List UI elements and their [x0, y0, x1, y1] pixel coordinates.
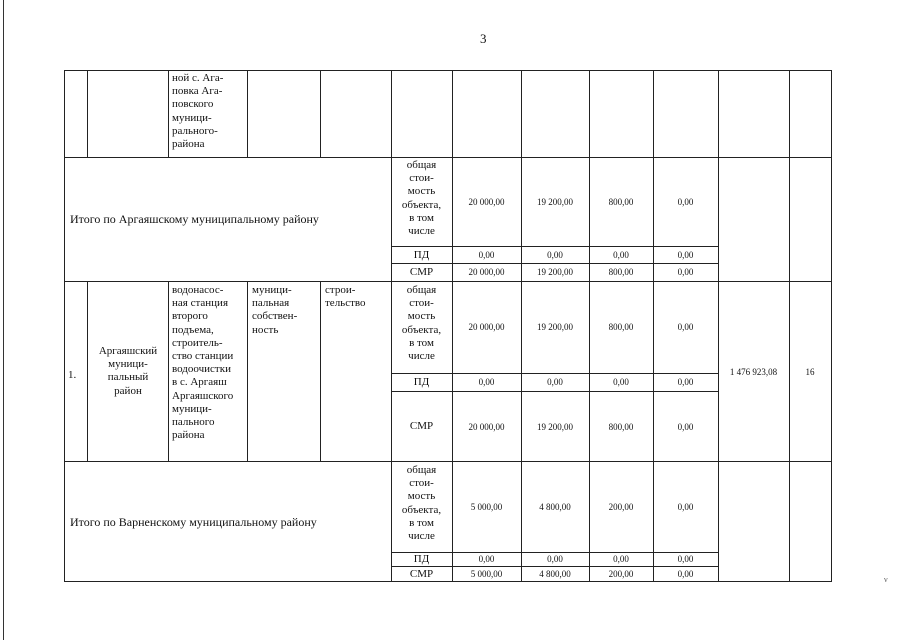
value-cell: 800,00	[608, 267, 634, 277]
value-cell: 4 800,00	[539, 502, 571, 512]
value-cell: 19 200,00	[537, 422, 573, 432]
row-divider	[391, 263, 718, 264]
value-cell: 0,00	[677, 502, 694, 512]
col-divider	[168, 281, 169, 462]
value-cell: 0,00	[613, 377, 629, 387]
page-number: 3	[480, 31, 487, 46]
row-divider	[391, 246, 718, 247]
pd-label: ПД	[413, 249, 430, 261]
row-divider	[391, 391, 718, 392]
extra-value: 1 476 923,08	[729, 367, 778, 377]
col-divider	[247, 70, 248, 158]
total-cost-label: общая стои- мость объекта, в том числе	[401, 464, 442, 543]
value-cell: 0,00	[478, 250, 495, 260]
smr-label: СМР	[409, 420, 434, 432]
value-cell: 0,00	[677, 267, 694, 277]
col-divider	[247, 281, 248, 462]
value-cell: 20 000,00	[468, 422, 505, 432]
col-divider	[789, 70, 790, 582]
value-cell: 19 200,00	[537, 197, 573, 207]
table-border-top	[64, 70, 832, 71]
value-cell: 0,00	[547, 377, 563, 387]
value-cell: 200,00	[608, 502, 634, 512]
value-cell: 5 000,00	[470, 569, 503, 579]
value-cell: 20 000,00	[468, 197, 505, 207]
table-border-left	[64, 70, 65, 582]
work-type: строи- тельство	[325, 284, 366, 310]
value-cell: 0,00	[547, 554, 563, 564]
value-cell: 0,00	[677, 569, 694, 579]
pd-label: ПД	[413, 376, 430, 388]
value-cell: 0,00	[547, 250, 563, 260]
value-cell: 0,00	[478, 377, 495, 387]
row-divider	[64, 157, 832, 158]
value-cell: 0,00	[613, 554, 629, 564]
object-name-continued: ной с. Ага- повка Ага- повского муници- pального- района	[172, 72, 224, 151]
smr-label: СМР	[409, 568, 434, 580]
value-cell: 800,00	[608, 422, 634, 432]
value-cell: 20 000,00	[468, 322, 505, 332]
col-divider	[320, 281, 321, 462]
value-cell: 200,00	[608, 569, 634, 579]
row-divider	[391, 373, 718, 374]
value-cell: 0,00	[613, 250, 629, 260]
table-border-right	[831, 70, 832, 582]
value-cell: 4 800,00	[539, 569, 571, 579]
total-argayash-label: Итого по Аргаяшскому муниципальному району	[70, 212, 319, 226]
margin-mark: ν	[884, 575, 888, 584]
row-divider	[64, 461, 832, 462]
value-cell: 800,00	[608, 322, 634, 332]
extra-count: 16	[805, 367, 815, 377]
col-divider	[718, 70, 719, 582]
smr-label: СМР	[409, 266, 434, 278]
value-cell: 0,00	[677, 377, 694, 387]
value-cell: 20 000,00	[468, 267, 505, 277]
value-cell: 0,00	[478, 554, 495, 564]
value-cell: 800,00	[608, 197, 634, 207]
total-varna-label: Итого по Варненскому муниципальному району	[70, 515, 317, 529]
value-cell: 0,00	[677, 554, 694, 564]
value-cell: 0,00	[677, 422, 694, 432]
row-divider	[64, 281, 832, 282]
row-index: 1.	[68, 369, 77, 381]
ownership-type: муници- пальная собствен- ность	[252, 284, 298, 336]
page-left-edge	[3, 0, 4, 640]
total-cost-label: общая стои- мость объекта, в том числе	[401, 284, 442, 363]
col-divider	[87, 70, 88, 158]
district-name: Аргаяшский муници- пальный район	[98, 345, 158, 397]
total-cost-label: общая стои- мость объекта, в том числе	[401, 159, 442, 238]
value-cell: 19 200,00	[537, 322, 573, 332]
col-divider	[320, 70, 321, 158]
value-cell: 0,00	[677, 197, 694, 207]
value-cell: 0,00	[677, 322, 694, 332]
pd-label: ПД	[413, 553, 430, 565]
value-cell: 5 000,00	[470, 502, 503, 512]
col-divider	[168, 70, 169, 158]
value-cell: 19 200,00	[537, 267, 573, 277]
value-cell: 0,00	[677, 250, 694, 260]
object-name: водонасос- ная станция второго подъема, строитель- ство станции водоочистки в с. Аргаяш Аргаяшского муници- пального района	[172, 284, 234, 442]
